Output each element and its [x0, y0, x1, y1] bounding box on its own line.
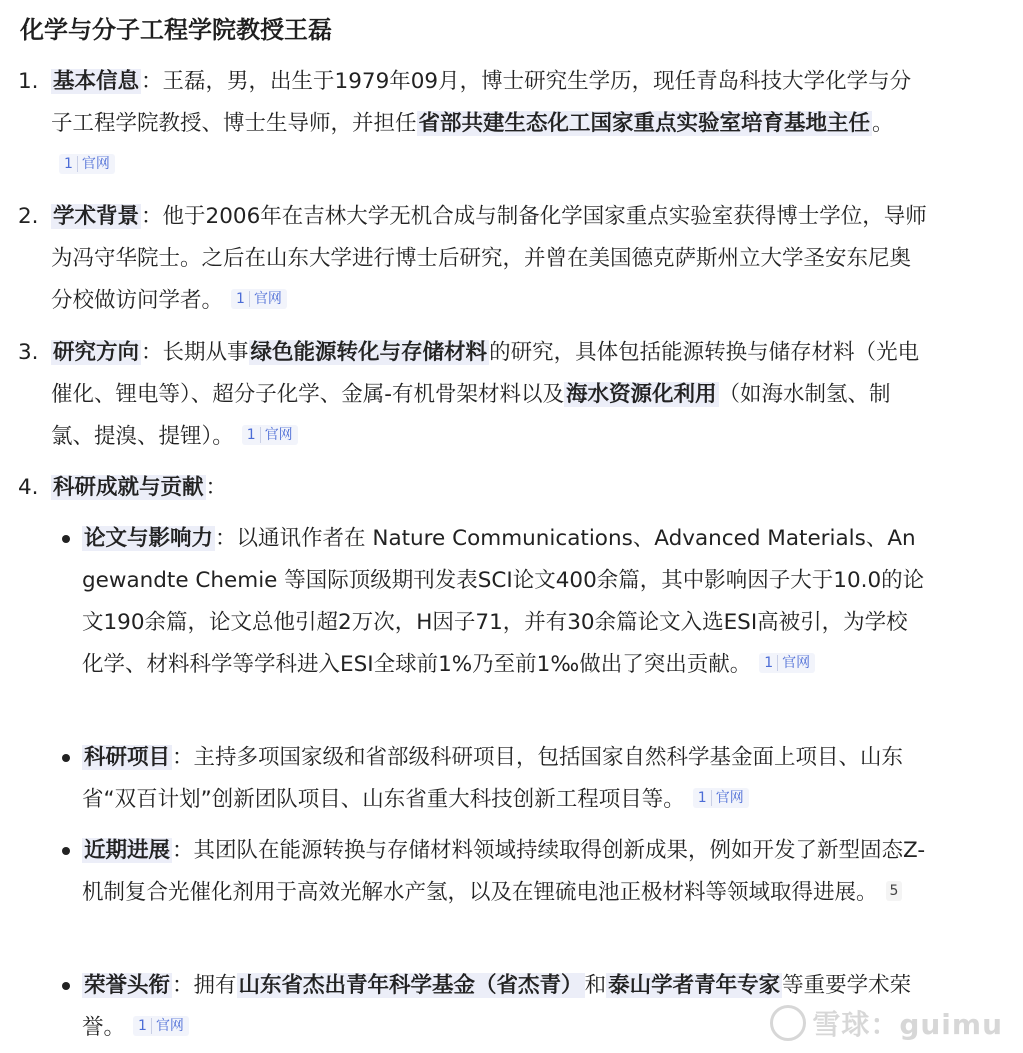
sub-item-text: 科研项目：主持多项国家级和省部级科研项目，包括国家自然科学基金面上项目、山东省“双百计划”创新团队项目、山东省重大科技创新工程项目等。 1 官网	[82, 745, 904, 812]
snowball-logo-icon	[770, 1005, 806, 1041]
citation-link[interactable]: 1 官网	[242, 425, 298, 445]
sub-item-recent-progress	[50, 830, 928, 914]
item-label: 研究方向	[53, 340, 140, 365]
sub-item-papers	[50, 518, 928, 686]
highlight-text: 山东省杰出青年科学基金（省杰青）	[238, 973, 583, 998]
list-number: 3.	[18, 340, 39, 365]
bullet-icon	[62, 982, 70, 990]
citation-link[interactable]: 1 官网	[759, 653, 815, 673]
sub-item-text: 近期进展：其团队在能源转换与存储材料领域持续取得创新成果，例如开发了新型固态Z-机制复合光催化剂用于高效光解水产氢，以及在锂硫电池正极材料等领域取得进展。 5	[82, 838, 926, 905]
watermark: 雪球：guimu	[770, 1005, 1003, 1045]
list-item-basic-info	[18, 61, 928, 187]
highlight-text: 省部共建生态化工国家重点实验室培育基地主任	[418, 111, 871, 136]
list-item-text: 研究方向：长期从事绿色能源转化与存储材料的研究，具体包括能源转换与储存材料（光电催化、锂电等）、超分子化学、金属-有机骨架材料以及海水资源化利用（如海水制氢、制氯、提溴、提锂）。 1 官网	[51, 340, 920, 449]
citation-link[interactable]: 1 官网	[133, 1016, 189, 1036]
bullet-icon	[62, 754, 70, 762]
bullet-icon	[62, 847, 70, 855]
highlight-text: 海水资源化利用	[566, 382, 717, 407]
list-item-text: 科研成就与贡献：	[53, 475, 228, 500]
list-number: 4.	[18, 475, 39, 500]
item-label: 学术背景	[53, 204, 140, 229]
list-item-academic-background	[18, 196, 928, 322]
item-label: 荣誉头衔	[84, 973, 171, 998]
item-label: 科研项目	[84, 745, 171, 770]
list-number: 2.	[18, 204, 39, 229]
citation-link[interactable]: 1 官网	[231, 289, 287, 309]
item-label: 论文与影响力	[84, 526, 214, 551]
highlight-text: 绿色能源转化与存储材料	[250, 340, 488, 365]
list-item-text: 基本信息：王磊，男，出生于1979年09月，博士研究生学历，现任青岛科技大学化学与分子工程学院教授、博士生导师，并担任省部共建生态化工国家重点实验室培育基地主任。1 官网	[51, 69, 912, 172]
citation-link[interactable]: 1 官网	[693, 788, 749, 808]
bullet-icon	[62, 535, 70, 543]
list-item-text: 学术背景：他于2006年在吉林大学无机合成与制备化学国家重点实验室获得博士学位，导师为冯守华院士。之后在山东大学进行博士后研究，并曾在美国德克萨斯州立大学圣安东尼奥分校做访问学者。 1 官网	[51, 204, 927, 313]
citation-link[interactable]: 1 官网	[59, 154, 115, 174]
sub-item-text: 论文与影响力：以通讯作者在 Nature Communications、Advanced Materials、Angewandte Chemie 等国际顶级期刊发表SCI论文400余篇，其中影响因子大于10.0的论文190余篇，论文总他引超2万次，H因子71，并有30余篇论文入选ESI高被引，为学校化学、材料科学等学科进入ESI全球前1%乃至前1‰做出了突出贡献。 1 官网	[82, 526, 925, 677]
item-label: 近期进展	[84, 838, 171, 863]
sub-item-text: 荣誉头衔：拥有山东省杰出青年科学基金（省杰青）和泰山学者青年专家等重要学术荣誉。 1 官网	[82, 973, 912, 1040]
sub-item-projects	[50, 737, 928, 821]
list-item-achievements	[18, 467, 928, 509]
list-item-research-direction	[18, 332, 928, 458]
item-label: 基本信息	[53, 69, 140, 94]
highlight-text: 泰山学者青年专家	[608, 973, 781, 998]
citation-number[interactable]: 5	[886, 881, 903, 901]
page-title: 化学与分子工程学院教授王磊	[20, 16, 332, 44]
list-number: 1.	[18, 69, 39, 94]
item-label: 科研成就与贡献	[53, 475, 204, 500]
